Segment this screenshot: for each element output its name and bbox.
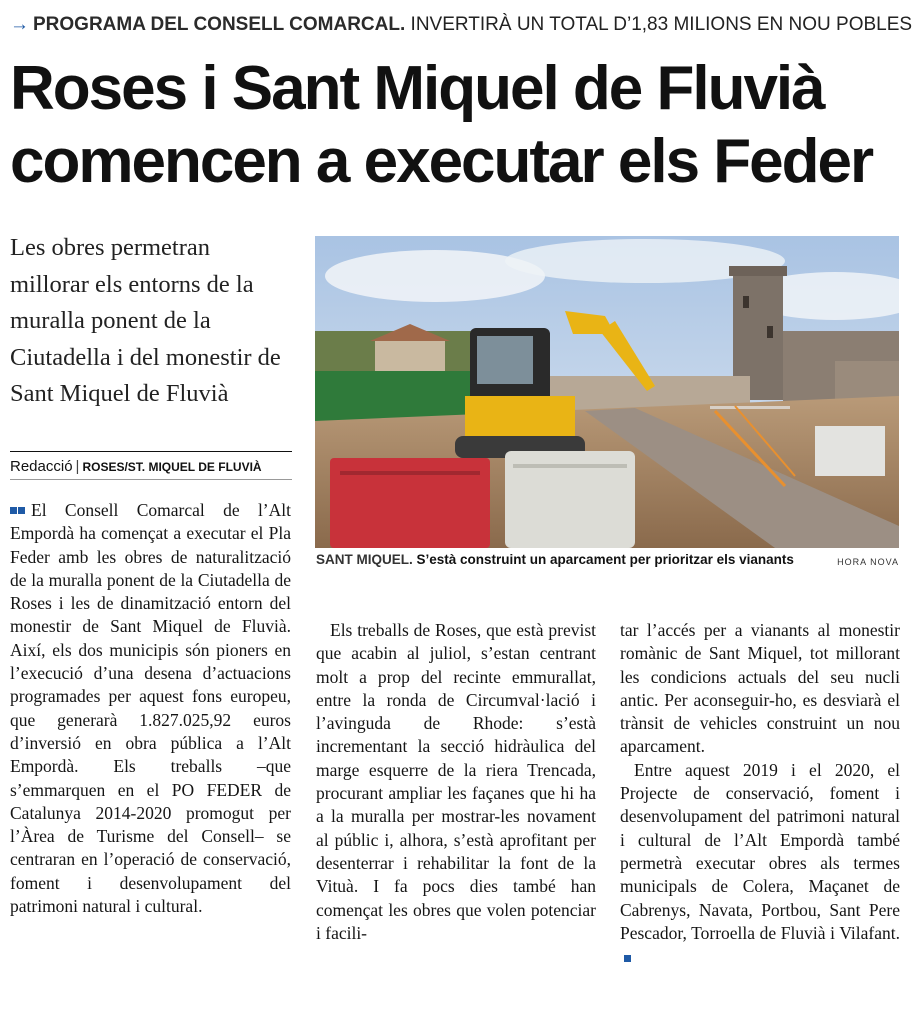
construction-photo-illustration — [315, 236, 899, 548]
kicker-text: INVERTIRÀ UN TOTAL D’1,83 MILIONS EN NOU POBLES — [410, 14, 913, 35]
kicker — [10, 12, 913, 38]
caption-text: S’està construint un aparcament per prioritzar els vianants — [416, 552, 794, 567]
byline-location: ROSES/ST. MIQUEL DE FLUVIÀ — [82, 460, 262, 474]
byline — [10, 451, 292, 480]
article-column-2 — [316, 619, 596, 945]
article-text-col3-p1: tar l’accés per a vianants al monestir romànic de Sant Miquel, tot millorant les condicions actuals del seu nucli antic. Per aconseguir-ho, es desviarà el trànsit de vehicles construint un nou aparcament. — [620, 620, 900, 757]
article-photo — [315, 236, 899, 548]
headline: Roses i Sant Miquel de Fluvià comencen a executar els Feder — [10, 54, 873, 196]
article-text-col1: El Consell Comarcal de l’Alt Empordà ha començat a executar el Pla Feder amb les obres de naturalització de la muralla ponent de la Ciutadella de Roses i les de dinamització entorn del monestir de Sant Miquel de Fluvià. Així, els dos municipis són pioners en l’execució d’una desena d’actuacions programades per aquest fons europeu, que generarà 1.827.025,92 euros d’inversió en obra pública a l’Alt Empordà. Els treballs –que s’emmarquen en el PO FEDER de Catalunya 2014-2020 promogut per l’Àrea de Turisme del Consell– se centraran en l’operació de conservació, foment i desenvolupament del patrimoni natural i cultural. — [10, 500, 291, 917]
byline-separator: | — [75, 458, 80, 475]
byline-author: Redacció — [10, 458, 73, 475]
kicker-label: PROGRAMA DEL CONSELL COMARCAL. — [33, 14, 406, 35]
photo-credit: HORA NOVA — [837, 557, 899, 567]
article-text-col2: Els treballs de Roses, que està previst que acabin al juliol, s’estan centrant molt a prop del recinte emmurallat, entre la ronda de Circumval·lació i l’avinguda de Rhode: s’està incrementant la secció hidràulica del marge esquerre de la riera Trencada, procurant ampliar les façanes que hi ha a la muralla per mostrar-les novament al públic i, alhora, s’està aprofitant per desenterrar i rehabilitar la font de la Vituà. I fa pocs dies també han començat les obres que volen potenciar i facili- — [316, 620, 596, 943]
photo-caption — [316, 551, 901, 569]
subheadline: Les obres permetran millorar els entorns de la muralla ponent de la Ciutadella i del monestir de Sant Miquel de Fluvià — [10, 234, 281, 407]
article-column-1 — [10, 497, 291, 918]
caption-label: SANT MIQUEL. — [316, 552, 413, 567]
article-column-3 — [620, 619, 900, 968]
paragraph-bullet-icon — [10, 497, 26, 520]
arrow-right-icon: → — [10, 14, 29, 35]
end-mark-icon — [624, 955, 631, 962]
article-text-col3-p2: Entre aquest 2019 i el 2020, el Projecte de conservació, foment i desenvolupament del patrimoni natural i cultural de l’Alt Empordà també permetrà executar obres als termes municipals de Colera, Maçanet de Cabrenys, Navata, Portbou, Sant Pere Pescador, Torroella de Fluvià i Vilafant. — [620, 759, 900, 943]
